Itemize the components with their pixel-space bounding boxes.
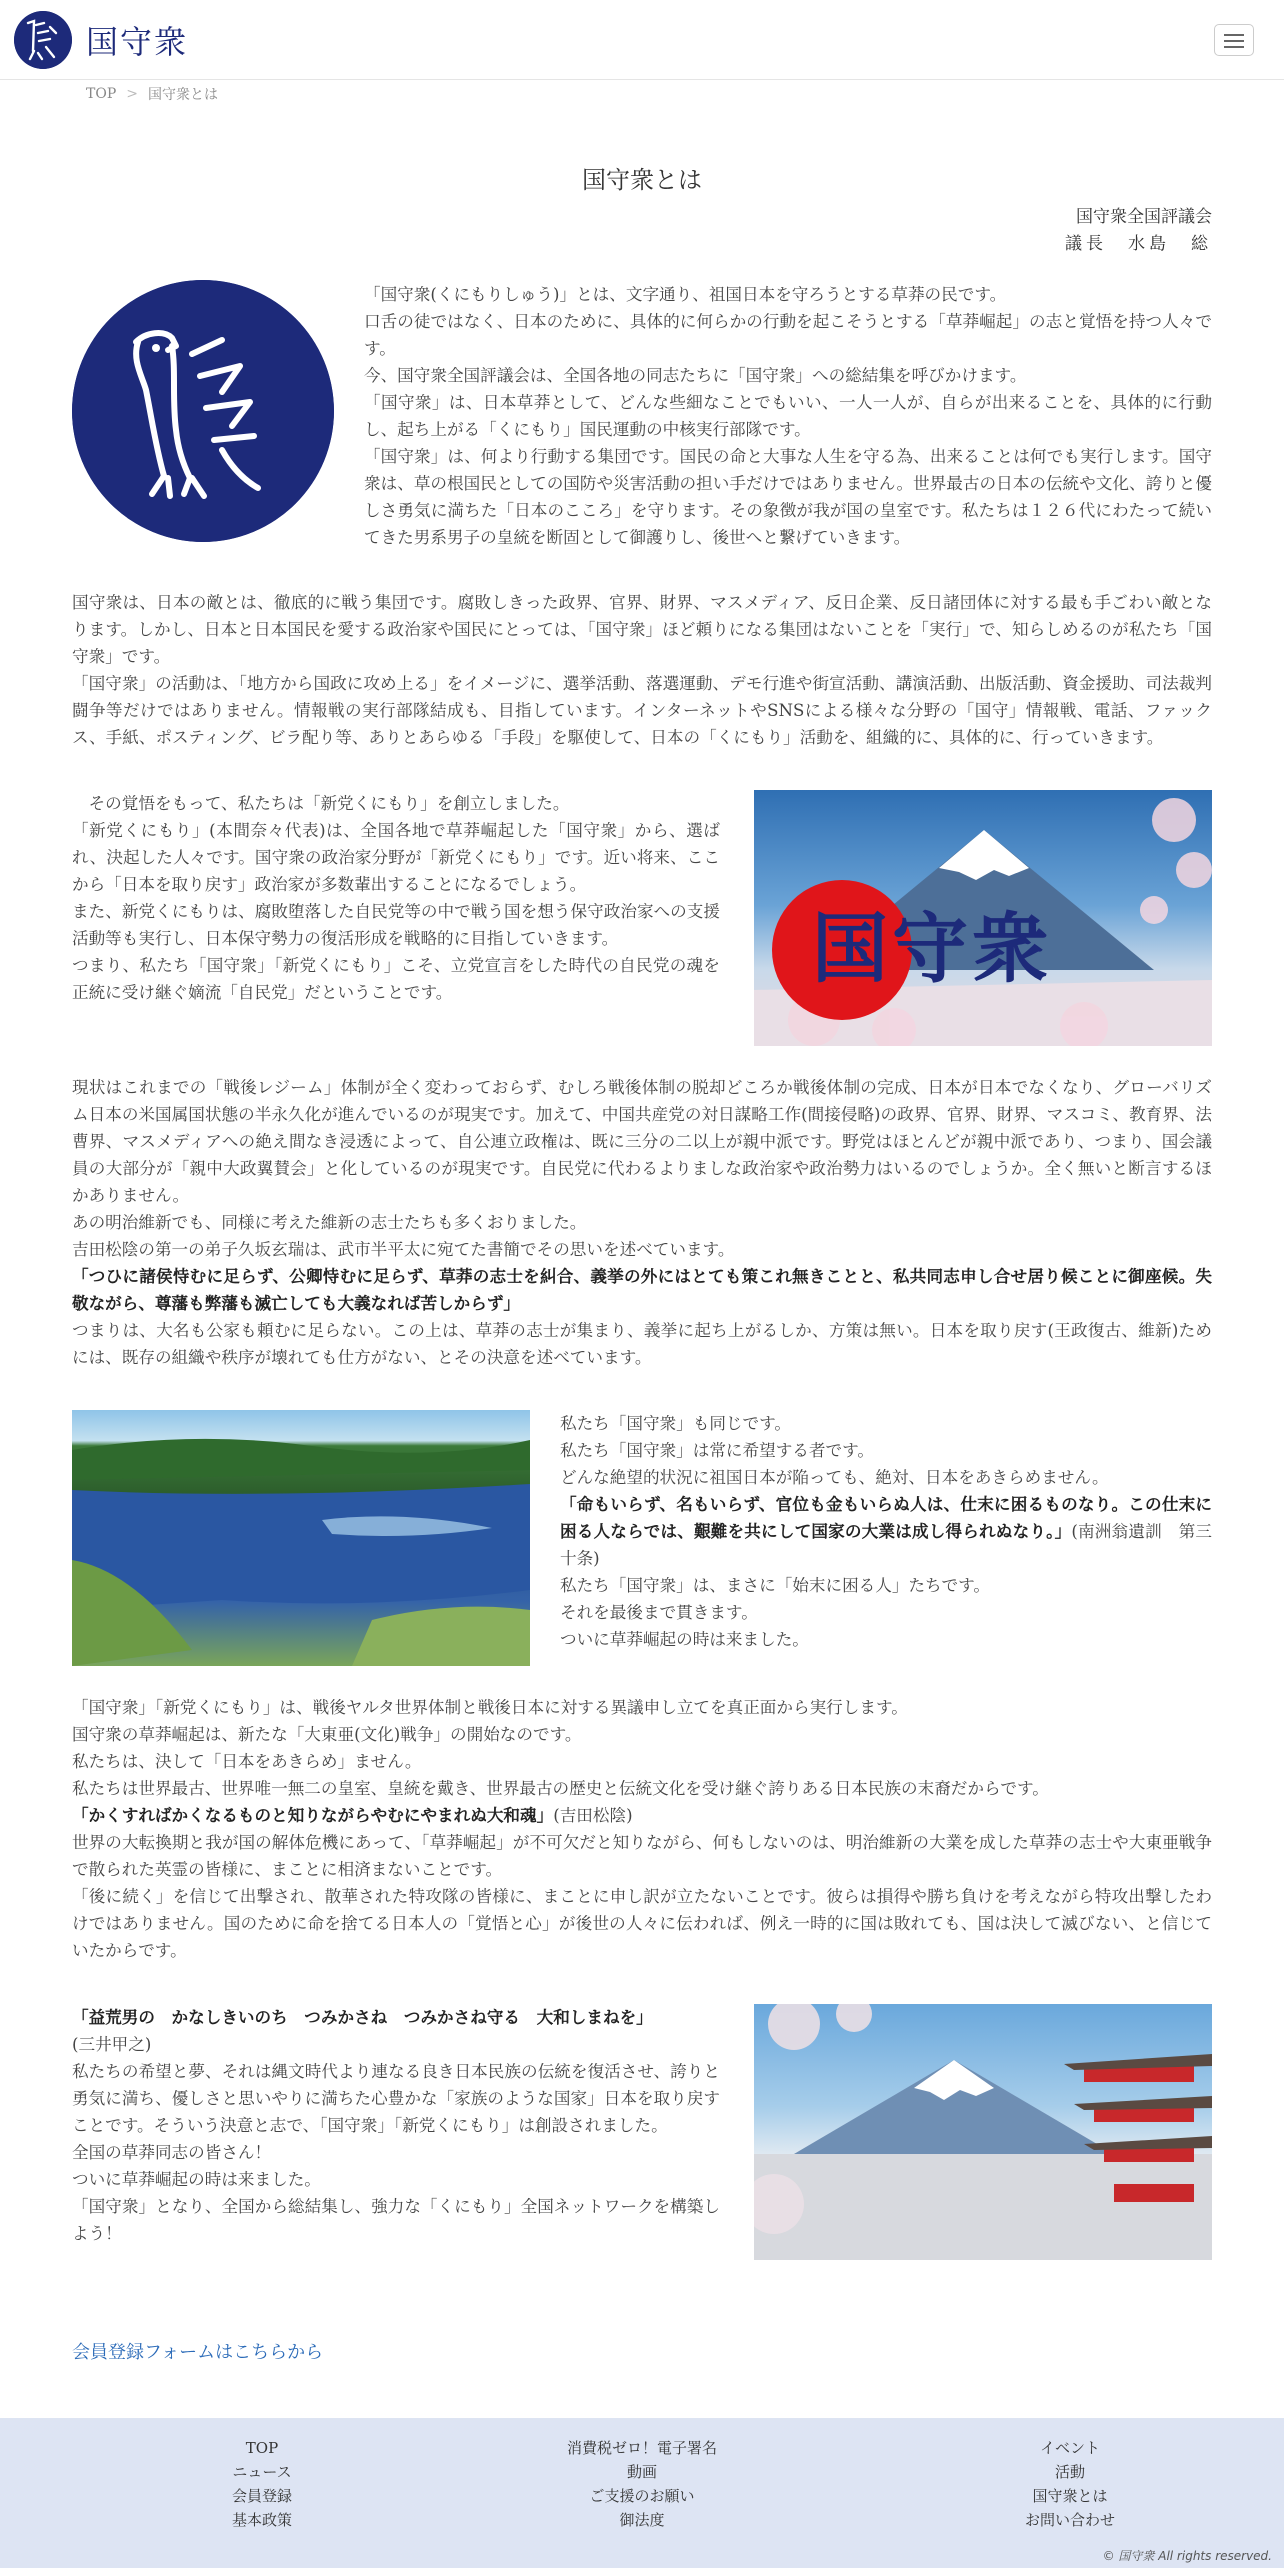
- section-current-state-text: 現状はこれまでの「戦後レジーム」体制が全く変わっておらず、むしろ戦後体制の脱却どころか戦後体制の完成、日本が日本でなくなり、グローバリズム日本の米国属国状態の半永久化が進んでいるのが現実です。加えて、中国共産党の対日謀略工作(間接侵略)の政界、官界、財界、マスコミ、教育界、法曹界、マスメディアへの絶え間なき浸透によって、自公連立政権は、既に三分の二以上が親中派です。野党はほとんどが親中派であり、つまり、国会議員の大部分が「親中大政翼賛会」と化しているのが現実です。自民党に代わるよりましな政治家や政治勢力はいるのでしょうか。全く無いと断言するほかありません。 あの明治維新でも、同様に考えた維新の志士たちも多くおりました。 吉田松陰の第一の弟子久坂玄瑞は、武市半平太に宛てた書簡でその思いを述べています。 「つひに諸侯恃むに足らず、公卿恃むに足らず、草莽の志士を糾合、義挙の外にはとても策これ無きことと、私共同志申し合せ居り候ことに御座候。失敬ながら、尊藩も弊藩も滅亡しても大義なれば苦しからず」 つまりは、大名も公家も頼むに足らない。この上は、草莽の志士が集まり、義挙に起ち上がるしか、方策は無い。日本を取り戻す(王政復古、維新)ためには、既存の組織や秩序が壊れても仕方がない、とその決意を述べています。: [72, 1078, 1212, 1367]
- kusaka-quote: 「つひに諸侯恃むに足らず、公卿恃むに足らず、草莽の志士を糾合、義挙の外にはとても策これ無きことと、私共同志申し合せ居り候ことに御座候。失敬ながら、尊藩も弊藩も滅亡しても大義なれば苦しからず」: [72, 1266, 1212, 1313]
- lake-landscape-image: [72, 1410, 530, 1666]
- footer-link-events[interactable]: イベント: [1039, 2439, 1100, 2457]
- yoshida-quote: 「かくすればかくなるものと知りながらやむにやまれぬ大和魂」: [72, 1805, 554, 1825]
- footer-nav-col-3: [980, 2436, 1160, 2532]
- fuji-pagoda-image: [754, 2004, 1212, 2260]
- yoshida-quote-source: (吉田松陰): [553, 1806, 633, 1825]
- footer-nav-col-1: [172, 2436, 352, 2532]
- footer-link-policy[interactable]: 基本政策: [231, 2511, 292, 2529]
- copyright: © 国守衆 All rights reserved.: [1102, 2549, 1272, 2563]
- nanshu-quote-source: (南洲翁遺訓 第三十条): [560, 1522, 1212, 1568]
- signature-name: 議長 水島 総: [1065, 234, 1212, 254]
- signature: [1065, 204, 1212, 258]
- footer-link-activities[interactable]: 活動: [1054, 2463, 1085, 2481]
- mitsui-quote: 「益荒男の かなしきいのち つみかさね つみかさね守る 大和しまねを」: [72, 2007, 653, 2027]
- section-resolve-text: 「国守衆」「新党くにもり」は、戦後ヤルタ世界体制と戦後日本に対する異議申し立てを真正面から実行します。 国守衆の草莽崛起は、新たな「大東亜(文化)戦争」の開始なのです。 私たちは、決して「日本をあきらめ」ません。 私たちは世界最古、世界唯一無二の皇室、皇統を戴き、世界最古の歴史と伝統文化を受け継ぐ誇りある日本民族の末裔だからです。 「かくすればかくなるものと知りながらやむにやまれぬ大和魂」(吉田松陰) 世界の大転換期と我が国の解体危機にあって、「草莽崛起」が不可欠だと知りながら、何もしないのは、明治維新の大業を成した草莽の志士や大東亜戦争で散られた英霊の皆様に、まことに相済まないことです。 「後に続く」を信じて出撃され、散華された特攻隊の皆様に、まことに申し訳が立たないことです。彼らは損得や勝ち負けを考えながら特攻出撃したわけではありません。国のために命を捨てる日本人の「覚悟と心」が後世の人々に伝われば、例え一時的に国は敗れても、国は決して滅びない、と信じていたからです。: [72, 1698, 1212, 1960]
- member-registration-link[interactable]: 会員登録フォームはこちらから: [72, 2342, 324, 2363]
- mount-fuji-banner-image: [754, 790, 1212, 1046]
- footer-link-register[interactable]: 会員登録: [231, 2487, 292, 2505]
- footer-link-news[interactable]: ニュース: [232, 2463, 292, 2481]
- breadcrumb-separator: >: [126, 86, 138, 102]
- signature-org: 国守衆全国評議会: [1076, 207, 1212, 227]
- footer-link-support[interactable]: ご支援のお願い: [589, 2487, 695, 2505]
- site-logo[interactable]: [14, 10, 188, 70]
- breadcrumb-current: 国守衆とは: [147, 87, 218, 103]
- menu-toggle-button[interactable]: [1214, 24, 1254, 56]
- site-footer: [0, 2418, 1284, 2568]
- site-name: 国守衆: [86, 23, 189, 61]
- footer-nav-col-2: [532, 2436, 752, 2532]
- section-dream-text: 「益荒男の かなしきいのち つみかさね つみかさね守る 大和しまねを」 (三井甲之) 私たちの希望と夢、それは縄文時代より連なる良き日本民族の伝統を復活させ、誇りと勇気に満ち、優しさと思いやりに満ちた心豊かな「家族のような国家」日本を取り戻すことです。そういう決意と志で、「国守衆」「新党くにもり」は創設されました。 全国の草莽同志の皆さん！ ついに草莽崛起の時は来ました。 「国守衆」となり、全国から総結集し、強力な「くにもり」全国ネットワークを構築しよう！: [72, 2007, 720, 2243]
- section-hope-text: 私たち「国守衆」も同じです。 私たち「国守衆」は常に希望する者です。 どんな絶望的状況に祖国日本が陥っても、絶対、日本をあきらめません。 「命もいらず、名もいらず、官位も金もいらぬ人は、仕末に困るものなり。この仕末に困る人ならでは、艱難を共にして国家の大業は成し得られぬなり。」(南洲翁遺訓 第三十条) 私たち「国守衆」は、まさに「始末に困る人」たちです。 それを最後まで貫きます。 ついに草莽崛起の時は来ました。: [560, 1414, 1212, 1649]
- footer-link-petition[interactable]: 消費税ゼロ！電子署名: [566, 2439, 717, 2457]
- section-party-text: その覚悟をもって、私たちは「新党くにもり」を創立しました。 「新党くにもり」(本間奈々代表)は、全国各地で草莽崛起した「国守衆」から、選ばれ、決起した人々です。国守衆の政治家分野が「新党くにもり」です。近い将来、ここから「日本を取り戻す」政治家が多数輩出することになるでしょう。 また、新党くにもりは、腐敗堕落した自民党等の中で戦う国を想う保守政治家への支援活動等も実行し、日本保守勢力の復活形成を戦略的に目指していきます。 つまり、私たち「国守衆」「新党くにもり」こそ、立党宣言をした時代の自民党の魂を正統に受け継ぐ嫡流「自民党」だということです。: [72, 794, 720, 1002]
- breadcrumb: [86, 84, 218, 104]
- intro-text: 「国守衆(くにもりしゅう)」とは、文字通り、祖国日本を守ろうとする草莽の民です。 口舌の徒ではなく、日本のために、具体的に何らかの行動を起こそうとする「草莽崛起」の志と覚悟を持つ人々です。 今、国守衆全国評議会は、全国各地の同志たちに「国守衆」への総結集を呼びかけます。 「国守衆」は、日本草莽として、どんな些細なことでもいい、一人一人が、自らが出来ることを、具体的に行動し、起ち上がる「くにもり」国民運動の中核実行部隊です。 「国守衆」は、何より行動する集団です。国民の命と大事な人生を守る為、出来ることは何でも実行します。国守衆は、草の根国民としての国防や災害活動の担い手だけではありません。世界最古の日本の伝統や文化、誇りと優しさ勇気に満ちた「日本のこころ」を守ります。その象徴が我が国の皇室です。私たちは１２６代にわたって続いてきた男系男子の皇統を断固として御護りし、後世へと繋げていきます。: [364, 285, 1212, 547]
- footer-link-video[interactable]: 動画: [626, 2463, 657, 2481]
- emblem-logo-icon: [14, 11, 72, 69]
- footer-link-rules[interactable]: 御法度: [619, 2511, 665, 2529]
- menu-icon: [1224, 34, 1244, 36]
- footer-link-top[interactable]: TOP: [245, 2439, 279, 2457]
- footer-link-contact[interactable]: お問い合わせ: [1024, 2511, 1115, 2529]
- breadcrumb-home-link[interactable]: TOP: [86, 86, 117, 102]
- site-header: [0, 0, 1284, 80]
- nanshu-quote: 「命もいらず、名もいらず、官位も金もいらぬ人は、仕末に困るものなり。この仕末に困る人ならでは、艱難を共にして国家の大業は成し得られぬなり。」: [560, 1494, 1212, 1541]
- page-title: 国守衆とは: [582, 166, 702, 194]
- footer-link-about[interactable]: 国守衆とは: [1032, 2487, 1108, 2505]
- mitsui-quote-source: (三井甲之): [72, 2035, 152, 2054]
- fuji-banner-caption: 国守衆: [812, 904, 1052, 993]
- section-enemy-text: 国守衆は、日本の敵とは、徹底的に戦う集団です。腐敗しきった政界、官界、財界、マスメディア、反日企業、反日諸団体に対する最も手ごわい敵となります。しかし、日本と日本国民を愛する政治家や国民にとっては、「国守衆」ほど頼りになる集団はないことを「実行」で、知らしめるのが私たち「国守衆」です。 「国守衆」の活動は、「地方から国政に攻め上る」をイメージに、選挙活動、落選運動、デモ行進や街宣活動、講演活動、出版活動、資金援助、司法裁判闘争等だけではありません。情報戦の実行部隊結成も、目指しています。インターネットやSNSによる様々な分野の「国守」情報戦、電話、ファックス、手紙、ポスティング、ビラ配り等、ありとあらゆる「手段」を駆使して、日本の「くにもり」活動を、組織的に、具体的に、行っていきます。: [72, 593, 1212, 747]
- kunimori-emblem-icon: [72, 280, 334, 542]
